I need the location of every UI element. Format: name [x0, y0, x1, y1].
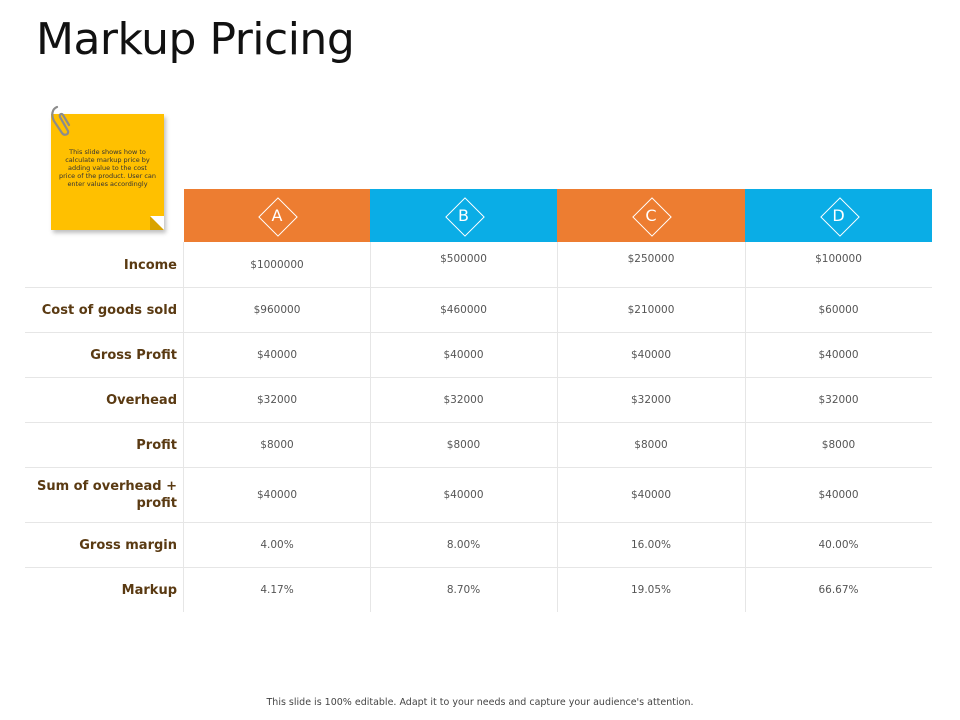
table-cell: $100000	[815, 253, 862, 265]
row-divider	[25, 467, 932, 468]
column-header-c	[557, 189, 745, 242]
column-header-d	[745, 189, 932, 242]
table-cell: $40000	[818, 349, 859, 361]
table-cell: $40000	[630, 489, 672, 501]
table-cell: $210000	[627, 304, 675, 316]
column-divider	[370, 242, 371, 612]
footer-note: This slide is 100% editable. Adapt it to your needs and capture your audience's attention.	[266, 697, 694, 708]
table-cell: 4.00%	[260, 539, 294, 551]
column-divider	[557, 242, 558, 612]
table-cell: 19.05%	[630, 584, 672, 596]
table-cell: $40000	[818, 489, 859, 501]
table-cell: $8000	[634, 439, 668, 451]
page-title: Markup Pricing	[36, 14, 355, 65]
column-divider	[183, 242, 184, 612]
row-divider	[25, 567, 932, 568]
row-divider	[25, 287, 932, 288]
table-cell: $40000	[256, 349, 298, 361]
table-cell: $32000	[256, 394, 298, 406]
row-label-profit: Profit	[136, 438, 177, 453]
row-divider	[25, 522, 932, 523]
table-cell: 8.70%	[446, 584, 481, 596]
table-cell: $40000	[256, 489, 298, 501]
column-header-b	[370, 189, 557, 242]
table-cell: $960000	[253, 304, 301, 316]
table-cell: $250000	[627, 253, 675, 265]
table-cell: $32000	[630, 394, 672, 406]
table-cell: $32000	[443, 394, 484, 406]
row-label-income: Income	[123, 258, 177, 273]
table-cell: $8000	[446, 439, 481, 451]
row-divider	[25, 332, 932, 333]
table-cell: 8.00%	[446, 539, 481, 551]
table-cell: 40.00%	[818, 539, 859, 551]
paperclip-icon	[48, 103, 74, 137]
column-header-a	[184, 189, 370, 242]
row-label-sum-of-overhead-profit: Sum of overhead + profit	[36, 479, 177, 511]
table-cell: $460000	[440, 304, 487, 316]
table-cell: 66.67%	[818, 584, 859, 596]
column-label: A	[271, 206, 283, 225]
table-cell: $40000	[443, 349, 484, 361]
table-cell: $500000	[440, 253, 487, 265]
table-cell: 4.17%	[260, 584, 294, 596]
row-label-gross-profit: Gross Profit	[90, 348, 177, 363]
table-cell: $60000	[818, 304, 859, 316]
row-divider	[25, 377, 932, 378]
table-cell: 16.00%	[630, 539, 672, 551]
note-fold	[150, 216, 164, 230]
row-divider	[25, 422, 932, 423]
table-cell: $8000	[260, 439, 294, 451]
row-label-cost-of-goods-sold: Cost of goods sold	[41, 303, 177, 318]
table-cell: $40000	[443, 489, 484, 501]
column-label: C	[645, 206, 657, 225]
row-label-overhead: Overhead	[106, 393, 177, 408]
column-label: D	[832, 206, 845, 225]
table-cell: $8000	[821, 439, 856, 451]
table-cell: $1000000	[250, 259, 304, 271]
column-divider	[745, 242, 746, 612]
table-cell: $32000	[818, 394, 859, 406]
row-label-markup: Markup	[121, 583, 177, 598]
column-label: B	[458, 206, 469, 225]
row-label-gross-margin: Gross margin	[79, 538, 177, 553]
sticky-note-text: This slide shows how to calculate markup price by adding value to the cost price of the product. User can enter values accordingly	[59, 148, 156, 188]
table-cell: $40000	[630, 349, 672, 361]
